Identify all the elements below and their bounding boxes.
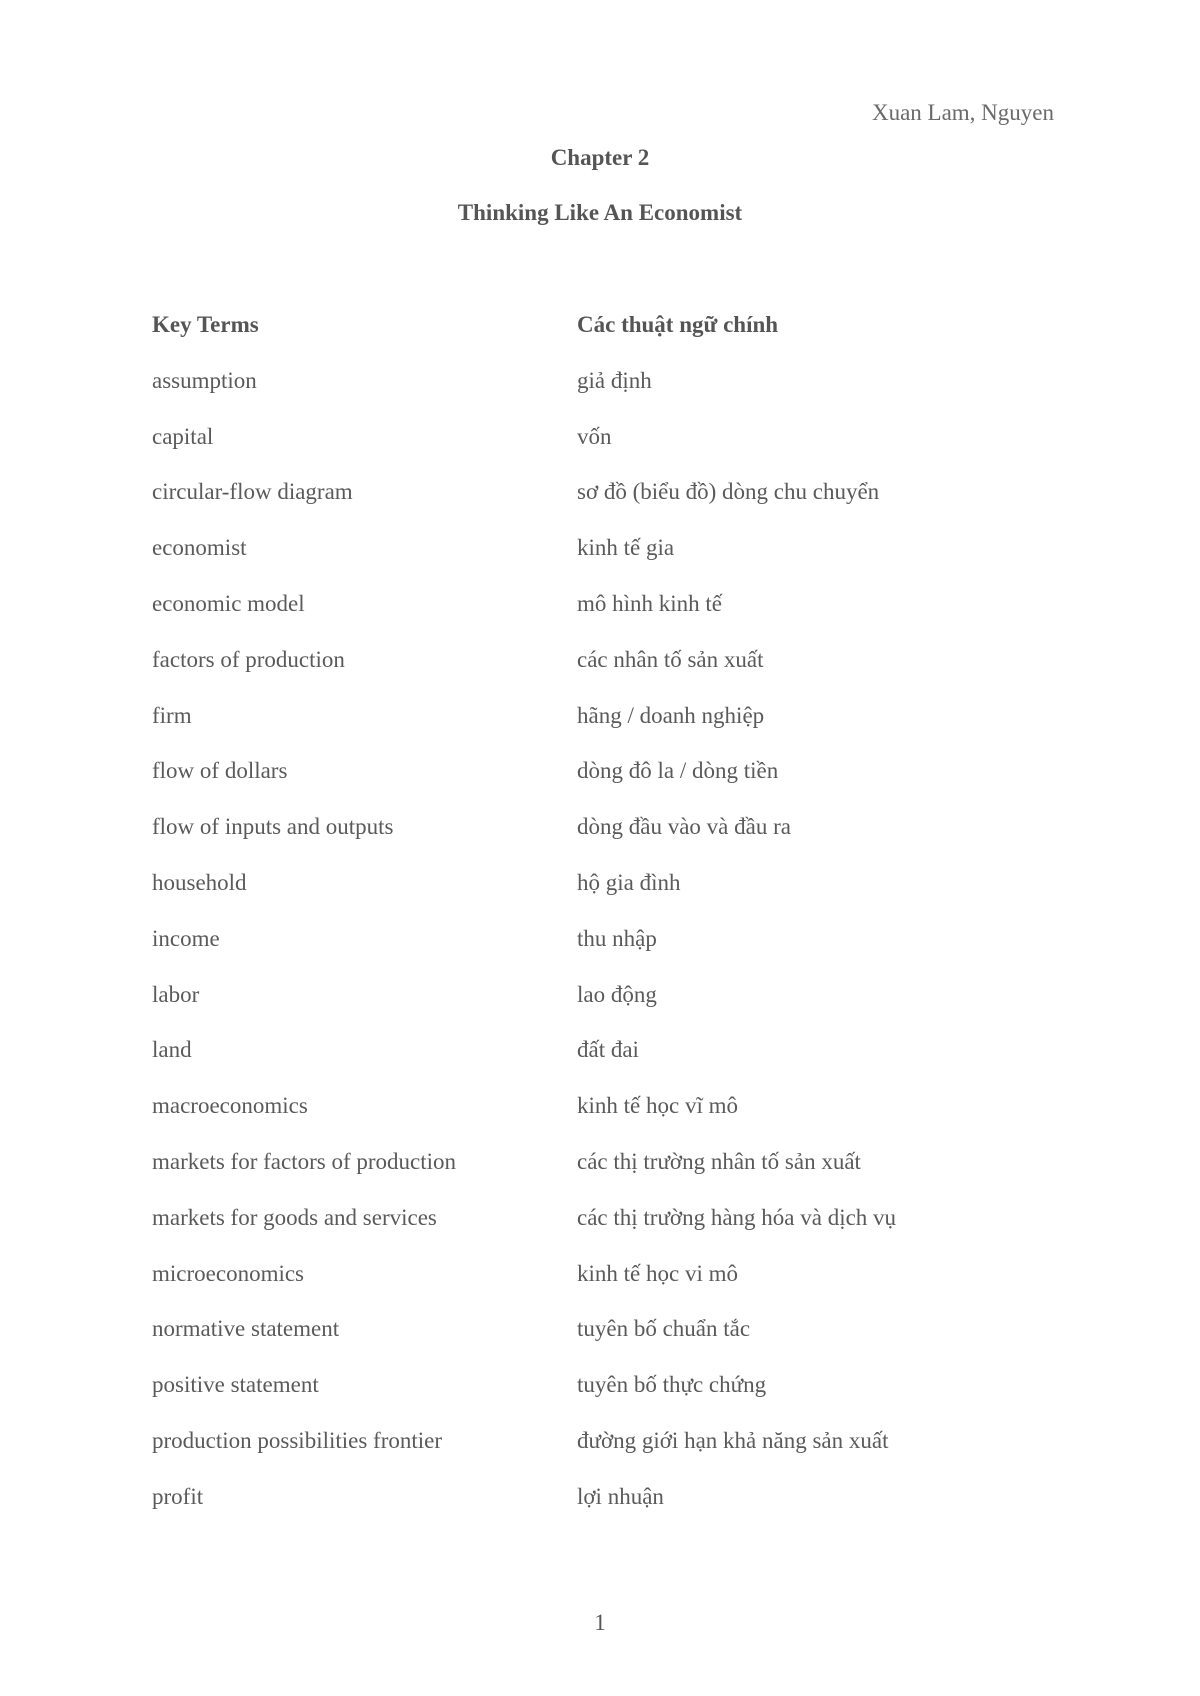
term-row bbox=[152, 703, 1052, 759]
term-english: factors of production bbox=[152, 646, 345, 672]
term-vietnamese: kinh tế gia bbox=[577, 535, 675, 561]
term-row bbox=[152, 1149, 1052, 1205]
term-english: flow of inputs and outputs bbox=[152, 814, 394, 840]
chapter-heading: Chapter 2 bbox=[550, 145, 650, 170]
term-english: firm bbox=[152, 702, 192, 728]
term-vietnamese: kinh tế học vi mô bbox=[577, 1260, 738, 1286]
term-vietnamese: lao động bbox=[577, 981, 657, 1007]
term-vietnamese: dòng đô la / dòng tiền bbox=[577, 758, 779, 784]
term-vietnamese: hãng / doanh nghiệp bbox=[577, 702, 765, 728]
term-vietnamese: các thị trường nhân tố sản xuất bbox=[577, 1148, 861, 1174]
author-name: Xuan Lam, Nguyen bbox=[871, 100, 1054, 125]
term-vietnamese: mô hình kinh tế bbox=[577, 590, 723, 616]
term-english: positive statement bbox=[152, 1372, 319, 1398]
term-row bbox=[152, 479, 1052, 535]
term-english: normative statement bbox=[152, 1316, 340, 1342]
term-vietnamese: tuyên bố chuẩn tắc bbox=[577, 1316, 751, 1342]
term-vietnamese: giả định bbox=[577, 367, 652, 393]
term-row bbox=[152, 1261, 1052, 1317]
term-vietnamese: dòng đầu vào và đầu ra bbox=[577, 814, 791, 840]
term-vietnamese: tuyên bố thực chứng bbox=[577, 1372, 767, 1398]
term-row bbox=[152, 368, 1052, 424]
term-row bbox=[152, 535, 1052, 591]
term-vietnamese: kinh tế học vĩ mô bbox=[577, 1093, 738, 1119]
term-row bbox=[152, 1037, 1052, 1093]
chapter-title: Thinking Like An Economist bbox=[457, 200, 743, 225]
term-english: profit bbox=[152, 1483, 204, 1509]
term-vietnamese: sơ đồ (biểu đồ) dòng chu chuyển bbox=[577, 479, 880, 505]
term-row bbox=[152, 758, 1052, 814]
term-vietnamese: đường giới hạn khả năng sản xuất bbox=[577, 1427, 889, 1453]
term-english: production possibilities frontier bbox=[152, 1427, 443, 1453]
term-row bbox=[152, 591, 1052, 647]
term-vietnamese: hộ gia đình bbox=[577, 869, 681, 895]
term-row bbox=[152, 424, 1052, 480]
term-english: markets for goods and services bbox=[152, 1204, 437, 1230]
term-row bbox=[152, 647, 1052, 703]
term-row bbox=[152, 814, 1052, 870]
term-vietnamese: vốn bbox=[577, 423, 612, 449]
term-row bbox=[152, 1484, 1052, 1540]
term-english: capital bbox=[152, 423, 214, 449]
key-terms-table bbox=[152, 312, 1052, 1540]
term-english: macroeconomics bbox=[152, 1093, 308, 1119]
term-english: circular-flow diagram bbox=[152, 479, 353, 505]
term-vietnamese: thu nhập bbox=[577, 925, 657, 951]
term-vietnamese: các thị trường hàng hóa và dịch vụ bbox=[577, 1204, 897, 1230]
term-english: household bbox=[152, 869, 247, 895]
term-vietnamese: lợi nhuận bbox=[577, 1483, 664, 1509]
term-english: microeconomics bbox=[152, 1260, 305, 1286]
term-english: labor bbox=[152, 981, 200, 1007]
term-vietnamese: các nhân tố sản xuất bbox=[577, 646, 764, 672]
term-row bbox=[152, 1093, 1052, 1149]
term-row bbox=[152, 1205, 1052, 1261]
term-english: economic model bbox=[152, 590, 305, 616]
terms-header-row bbox=[152, 312, 1052, 368]
header-key-terms: Key Terms bbox=[152, 312, 259, 337]
header-vietnamese-terms: Các thuật ngữ chính bbox=[577, 312, 779, 337]
term-english: markets for factors of production bbox=[152, 1148, 457, 1174]
term-english: income bbox=[152, 925, 220, 951]
term-row bbox=[152, 1316, 1052, 1372]
term-row bbox=[152, 982, 1052, 1038]
term-english: economist bbox=[152, 535, 247, 561]
term-english: flow of dollars bbox=[152, 758, 288, 784]
term-english: land bbox=[152, 1037, 192, 1063]
term-row bbox=[152, 926, 1052, 982]
term-english: assumption bbox=[152, 367, 257, 393]
term-vietnamese: đất đai bbox=[577, 1037, 639, 1063]
page-number: 1 bbox=[594, 1610, 606, 1635]
term-row bbox=[152, 1428, 1052, 1484]
term-row bbox=[152, 1372, 1052, 1428]
term-row bbox=[152, 870, 1052, 926]
